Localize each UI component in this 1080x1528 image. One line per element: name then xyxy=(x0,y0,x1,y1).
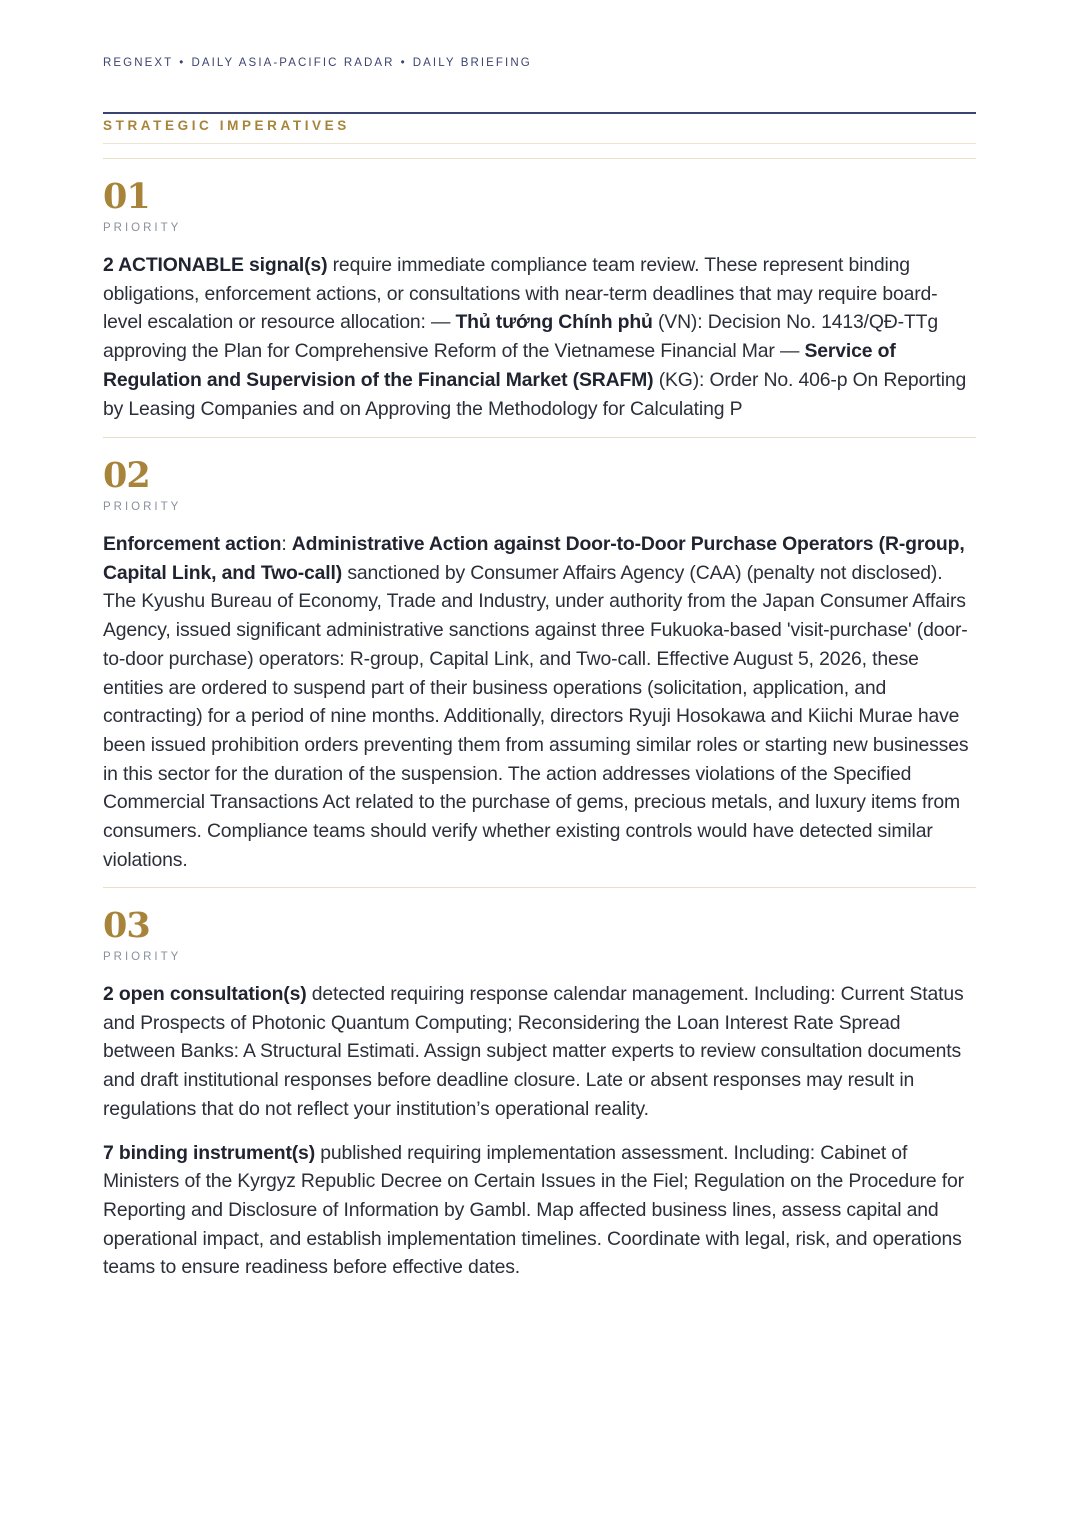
briefing-type: DAILY BRIEFING xyxy=(412,57,532,69)
priority-number: 02 xyxy=(103,455,150,496)
priority-number: 01 xyxy=(103,176,150,217)
priority-body: detected requiring response calendar management. Including: Current Status and Prospects of Photonic Quantum Computing; Reconsidering the Loan Interest Rate Spread between Banks: A Structural Estimati. Assign subject matter experts to review consultation documents and draft institutional responses before deadline closure. Late or absent responses may result in regulations that do not reflect your institution’s operational reality. xyxy=(103,983,964,1120)
priority-text xyxy=(103,980,976,1124)
priority-text xyxy=(103,1139,976,1283)
priority-body: require immediate compliance team review. These represent binding obligations, enforcement actions, or consultations with near-term deadlines that may require board-level escalation or resource allocation: — xyxy=(103,254,938,334)
priority-body: (KG): Order No. 406-p On Reporting by Leasing Companies and on Approving the Methodology for Calculating P xyxy=(103,368,967,420)
priority-divider xyxy=(103,887,976,888)
priority-block-3 xyxy=(103,887,976,1282)
priority-divider xyxy=(103,437,976,438)
issuer-name: Thủ tướng Chính phủ xyxy=(455,311,653,334)
priority-body: published requiring implementation assessment. Including: Cabinet of Ministers of the Kyrgyz Republic Decree on Certain Issues in the Fiel; Regulation on the Procedure for Reporting and Disclosure of Information by Gambl. Map affected business lines, assess capital and operational impact, and establish implementation timelines. Coordinate with legal, risk, and operations teams to ensure readiness before effective dates. xyxy=(103,1141,964,1279)
priority-block-1 xyxy=(103,158,976,423)
priority-lead: 2 ACTIONABLE signal(s) xyxy=(103,254,328,276)
priority-label: PRIORITY xyxy=(103,951,182,963)
priority-body: (VN): Decision No. 1413/QĐ-TTg approving the Plan for Comprehensive Reform of the Vietnamese Financial Mar — xyxy=(103,311,938,363)
section-top-rule xyxy=(103,112,976,114)
section-divider xyxy=(103,143,976,144)
running-header xyxy=(103,57,532,69)
priority-lead: 2 open consultation(s) xyxy=(103,983,307,1005)
priority-label: PRIORITY xyxy=(103,222,182,234)
brand-name: REGNEXT xyxy=(103,57,174,69)
priority-text xyxy=(103,251,976,423)
priority-number: 03 xyxy=(103,905,150,946)
priority-label: PRIORITY xyxy=(103,501,182,513)
priority-block-2 xyxy=(103,437,976,874)
section-title: STRATEGIC IMPERATIVES xyxy=(103,118,350,133)
priority-text xyxy=(103,530,976,874)
priority-body: : xyxy=(281,533,292,555)
priority-divider xyxy=(103,158,976,159)
priority-body: sanctioned by Consumer Affairs Agency (CAA) (penalty not disclosed). The Kyushu Bureau of Economy, Trade and Industry, under authority from the Japan Consumer Affairs Agency, issued significant administrative sanctions against three Fukuoka-based 'visit-purchase' (door-to-door purchase) operators: R-group, Capital Link, and Two-call. Effective August 5, 2026, these entities are ordered to suspend part of their business operations (solicitation, application, and contracting) for a period of nine months. Additionally, directors Ryuji Hosokawa and Kiichi Murae have been issued prohibition orders preventing them from assuming similar roles or starting new businesses in this sector for the duration of the suspension. The action addresses violations of the Specified Commercial Transactions Act related to the purchase of gems, precious metals, and luxury items from consumers. Compliance teams should verify whether existing controls would have detected similar violations. xyxy=(103,561,969,871)
priority-lead: Enforcement action xyxy=(103,533,282,555)
header-separator: • xyxy=(400,57,407,69)
header-separator: • xyxy=(179,57,186,69)
issuer-name: Service of Regulation and Supervision of the Financial Market (SRAFM) xyxy=(103,340,896,391)
publication-name: DAILY ASIA-PACIFIC RADAR xyxy=(191,57,395,69)
priority-lead: 7 binding instrument(s) xyxy=(103,1141,315,1164)
action-title: Administrative Action against Door-to-Door Purchase Operators (R-group, Capital Link, and Two-call) xyxy=(103,533,965,584)
